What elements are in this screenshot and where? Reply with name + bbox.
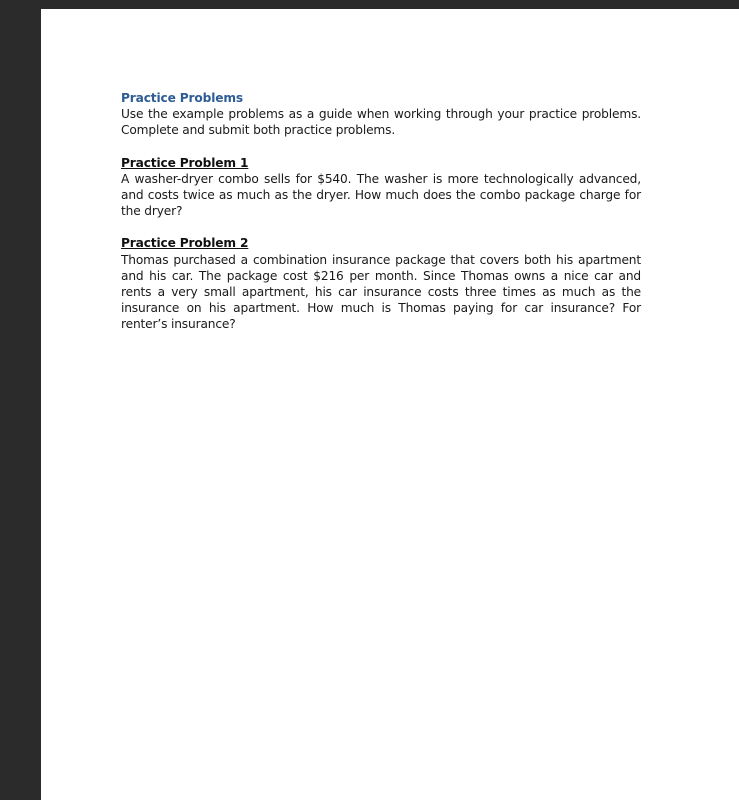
problem-1-text: A washer-dryer combo sells for $540. The washer is more technologically advanced, and costs twice as much as the dryer. How much does the combo package charge for the dryer?: [121, 171, 641, 219]
spacer: [121, 219, 641, 235]
spacer: [121, 139, 641, 155]
intro-paragraph: Use the example problems as a guide when working through your practice problems. Complete and submit both practice problems.: [121, 107, 641, 138]
section-title: Practice Problems: [121, 91, 244, 105]
problem-2-text: Thomas purchased a combination insurance package that covers both his apartment and his car. The package cost $216 per month. Since Thomas owns a nice car and rents a very small apartment, his car insurance costs three times as much as the insurance on his apartment. How much is Thomas paying for car insurance? For renter’s insurance?: [121, 252, 641, 332]
document-page: [41, 9, 739, 800]
page-content: [121, 90, 641, 333]
problem-1-heading: Practice Problem 1: [121, 155, 249, 170]
problem-2-heading: Practice Problem 2: [121, 236, 249, 251]
